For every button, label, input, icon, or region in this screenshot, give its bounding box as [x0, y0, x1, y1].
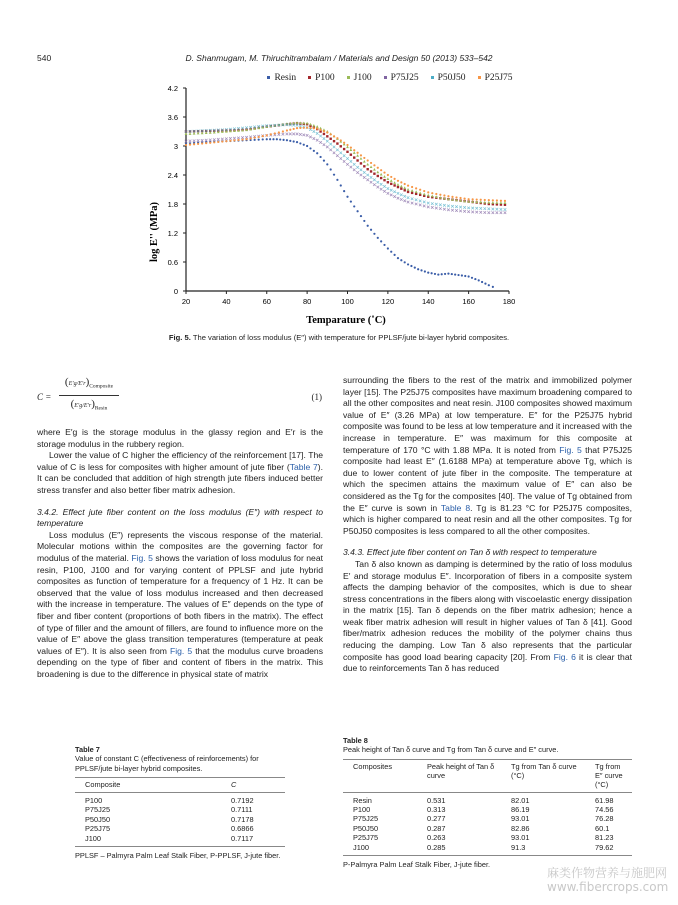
x-tick-label: 140: [421, 297, 435, 306]
paragraph: Lower the value of C higher the efficiency of the reinforcement [17]. The value of C is less for composites with higher amount of jute fiber (Table 7). It can be concluded that addition of high strength jute fibers induced better stress transfer and also better fiber matrix adhesion.: [37, 450, 323, 495]
x-tick-label: 100: [341, 297, 354, 306]
column-header: Composite: [85, 780, 121, 789]
y-tick-label: 1.8: [167, 200, 178, 209]
table-cell: 93.01: [511, 814, 530, 824]
x-tick-label: 120: [381, 297, 395, 306]
table-8: [343, 736, 632, 869]
table-cell: 74.56: [595, 804, 614, 814]
table-cell: J100: [353, 842, 370, 852]
series-p25j75: [185, 127, 506, 202]
x-tick-label: 40: [222, 297, 231, 306]
table-cell: 0.7178: [231, 814, 254, 824]
y-tick-label: 0: [173, 287, 178, 296]
paragraph: surrounding the fibers to the rest of the matrix and immobilized polymer layer [15]. The P25J75 composites have maximum broadening compared to all the other composites and neat resin. J100 composites showed maximum value of E″ (3.26 MPa) at low temperature. E″ for the P25J75 hybrid composite was found to be less at low temperature and it increased with the increase in temperature. E″ was maximum for this composite at temperature of 170 °C with 1.88 MPa. It is noted from Fig. 5 that P75J25 composite had least E″ (1.6188 MPa) at temperature above Tg, which is due to lower content of jute fiber in the composite. The temperature at which the specimen attains the maximum value of E″ can also be considered as the Tg for the composites [40]. The value of Tg obtained from the E″ curve is sown in Table 8. Tg is 81.23 °C for P25J75 composites, which is higher compared to neat resin and all the other composites. Tg for P50J50 composites is less compared to all the other composites.: [343, 375, 632, 536]
fig-5-link[interactable]: Fig. 5: [169, 645, 193, 656]
figure-caption-text: The variation of loss modulus (E″) with temperature for PPLSF/jute bi-layer hybrid composites.: [192, 333, 510, 342]
table-7-caption: Value of constant C (effectiveness of reinforcements) for PPLSF/jute bi-layer hybrid composites.: [75, 754, 259, 773]
left-column: [37, 427, 323, 680]
table-8-link[interactable]: Table 8: [440, 502, 471, 513]
fig-5-link[interactable]: Fig. 5: [131, 552, 153, 563]
series-p50j50: [185, 123, 507, 210]
y-tick-label: 1.2: [167, 229, 178, 238]
table-row: [75, 793, 285, 806]
equation-lhs: C =: [37, 392, 52, 402]
y-tick-label: 3: [173, 142, 178, 151]
table-7-link[interactable]: Table 7: [289, 461, 318, 472]
table-7-label: Table 7: [75, 745, 100, 754]
series-p75j25: [185, 133, 507, 214]
table-cell: P75J25: [353, 814, 379, 824]
y-tick-label: 4.2: [167, 84, 178, 93]
column-header: Peak height of Tan δ curve: [427, 761, 495, 780]
table-cell: 86.19: [511, 804, 530, 814]
table-row: [343, 843, 632, 856]
table-cell: 0.313: [427, 804, 446, 814]
x-tick-label: 20: [181, 297, 191, 306]
equation-1: [37, 375, 322, 425]
table-cell: 60.1: [595, 823, 610, 833]
table-cell: 0.7111: [231, 805, 253, 815]
table-8-caption: Peak height of Tan δ curve and Tg from Tan δ curve and E″ curve.: [343, 745, 559, 754]
series-resin: [185, 138, 494, 288]
table-row: [75, 834, 285, 847]
legend-marker-icon: [267, 76, 270, 79]
table-cell: 76.28: [595, 814, 614, 824]
x-tick-label: 160: [462, 297, 475, 306]
section-heading-3-4-3: 3.4.3. Effect jute fiber content on Tan δ with respect to temperature: [343, 547, 597, 558]
x-tick-label: 80: [302, 297, 312, 306]
running-title: D. Shanmugam, M. Thiruchitrambalam / Materials and Design 50 (2013) 533–542: [185, 53, 493, 63]
legend-marker-icon: [384, 76, 387, 79]
table-7: [75, 745, 285, 860]
table-cell: 91.3: [511, 842, 526, 852]
table-cell: 82.01: [511, 795, 530, 805]
numerator-subscript: Composite: [89, 383, 114, 390]
right-column: [343, 375, 632, 675]
fig-6-link[interactable]: Fig. 6: [553, 651, 576, 662]
table-cell: J100: [85, 833, 102, 843]
watermark: 麻类作物营养与施肥网 www.fibercrops.com: [547, 866, 669, 894]
legend-marker-icon: [308, 76, 311, 79]
table-cell: P50J50: [85, 814, 111, 824]
table-cell: 0.285: [427, 842, 446, 852]
table-cell: P25J75: [85, 824, 111, 834]
legend-item: P25J75: [478, 73, 513, 83]
column-header: Composites: [353, 761, 393, 771]
page-number: 540: [37, 53, 52, 63]
column-header: C: [231, 780, 237, 789]
table-cell: Resin: [353, 795, 372, 805]
paragraph: where E′g is the storage modulus in the glassy region and E′r is the storage modulus in the rubbery region.: [37, 427, 323, 449]
column-header: Tg from Tan δ curve (°C): [511, 761, 577, 780]
table-cell: 0.287: [427, 823, 446, 833]
series-p100: [185, 122, 506, 206]
figure-label: Fig. 5.: [168, 333, 191, 342]
table-7-footnote: PPLSF – Palmyra Palm Leaf Stalk Fiber, P-PPLSF, J-jute fiber.: [75, 851, 281, 861]
loss-modulus-chart: [140, 82, 525, 327]
column-header: Tg from E″ curve (°C): [595, 761, 623, 789]
table-cell: 0.277: [427, 814, 446, 824]
table-cell: 0.6866: [231, 824, 254, 834]
y-tick-label: 0.6: [167, 258, 178, 267]
legend-item: P100: [308, 73, 335, 83]
table-row: [343, 814, 632, 823]
legend-marker-icon: [347, 76, 350, 79]
table-cell: 81.23: [595, 833, 614, 843]
table-8-grid: [343, 759, 632, 856]
fig-5-link[interactable]: Fig. 5: [559, 444, 582, 455]
table-cell: P25J75: [353, 833, 379, 843]
equation-fraction: $(E'g/E'r)_{Composite}$ $(E'g/E'r)_{Resin}$: [59, 375, 119, 415]
paragraph: Loss modulus (E″) represents the viscous response of the material. Molecular motions within the composites are the governing factor for modulus of the material. Fig. 5 shows the variation of loss modulus for neat resin, P100, J100 and for varying content of PPLSF and jute hybrid composites as function of temperature for a frequency of 1 Hz. It can be observed that the value of loss modulus increased and then decreased with the increase in temperature. The values of E″ depends on the type of fiber and fiber content (proportions of both fibers in the matrix). The effect of type of filler and the amount of fillers, are found to influence more on the value of E″ above the glass transition temperatures (temperature at peak values of E″). It is also seen from Fig. 5 that the modulus curve broadens depending on the type of fiber and content of fibers in the matrix. This broadening is due to the difference in physical state of matrix: [37, 529, 323, 679]
table-cell: 0.7192: [231, 796, 254, 805]
legend-marker-icon: [431, 76, 434, 79]
x-tick-label: 180: [502, 297, 516, 306]
table-8-label: Table 8: [343, 736, 368, 745]
denominator-subscript: Resin: [94, 405, 108, 412]
table-row: [343, 792, 632, 805]
table-cell: 82.86: [511, 823, 530, 833]
table-cell: 79.62: [595, 842, 614, 852]
table-cell: 0.531: [427, 795, 446, 805]
table-row: [75, 815, 285, 824]
figure-caption: [0, 333, 678, 342]
table-cell: 0.7117: [231, 833, 254, 843]
legend-item: P75J25: [384, 73, 419, 83]
table-cell: P100: [353, 804, 371, 814]
x-axis-label: Temparature (˚C): [306, 315, 386, 326]
table-cell: P100: [85, 796, 103, 805]
table-row: [343, 805, 632, 814]
table-8-footnote: P-Palmyra Palm Leaf Stalk Fiber, J-jute fiber.: [343, 859, 491, 869]
table-row: [75, 805, 285, 814]
table-cell: 61.98: [595, 795, 614, 805]
table-cell: 93.01: [511, 833, 530, 843]
section-heading-3-4-2: 3.4.2. Effect jute fiber content on the loss modulus (E″) with respect to temperature: [37, 506, 323, 529]
table-row: [343, 824, 632, 833]
table-row: [75, 824, 285, 833]
legend-item: J100: [347, 73, 372, 83]
legend-marker-icon: [478, 76, 481, 79]
y-tick-label: 2.4: [167, 171, 178, 180]
y-axis-label: log E'' (MPa): [149, 201, 160, 263]
y-tick-label: 3.6: [167, 113, 178, 122]
paragraph: Tan δ also known as damping is determined by the ratio of loss modulus E′ and storage modulus E″. Incorporation of fibers in a composite system affects the damping behavior of the composites, which is due to shear stress concentrations in the fibers along with viscoelastic energy dissipation in the matrix [15]. Tan δ depends on the fiber matrix adhesion; hence a weak fiber matrix adhesion will result in higher values of Tan δ [41]. Good fiber/matrix adhesion reduces the mobility of the polymer chains thus reducing the damping. Low Tan δ also represents that the particular composite has good load bearing capacity [20]. From Fig. 6 it is clear that due to reinforcements Tan δ has reduced: [343, 558, 632, 674]
table-cell: 0.263: [427, 833, 446, 843]
legend-item: P50J50: [431, 73, 466, 83]
table-cell: P75J25: [85, 805, 111, 815]
legend-item: Resin: [267, 73, 296, 83]
table-cell: P50J50: [353, 823, 379, 833]
table-7-grid: [75, 777, 285, 847]
table-row: [343, 833, 632, 842]
equation-number: (1): [311, 392, 322, 402]
x-tick-label: 60: [262, 297, 271, 306]
